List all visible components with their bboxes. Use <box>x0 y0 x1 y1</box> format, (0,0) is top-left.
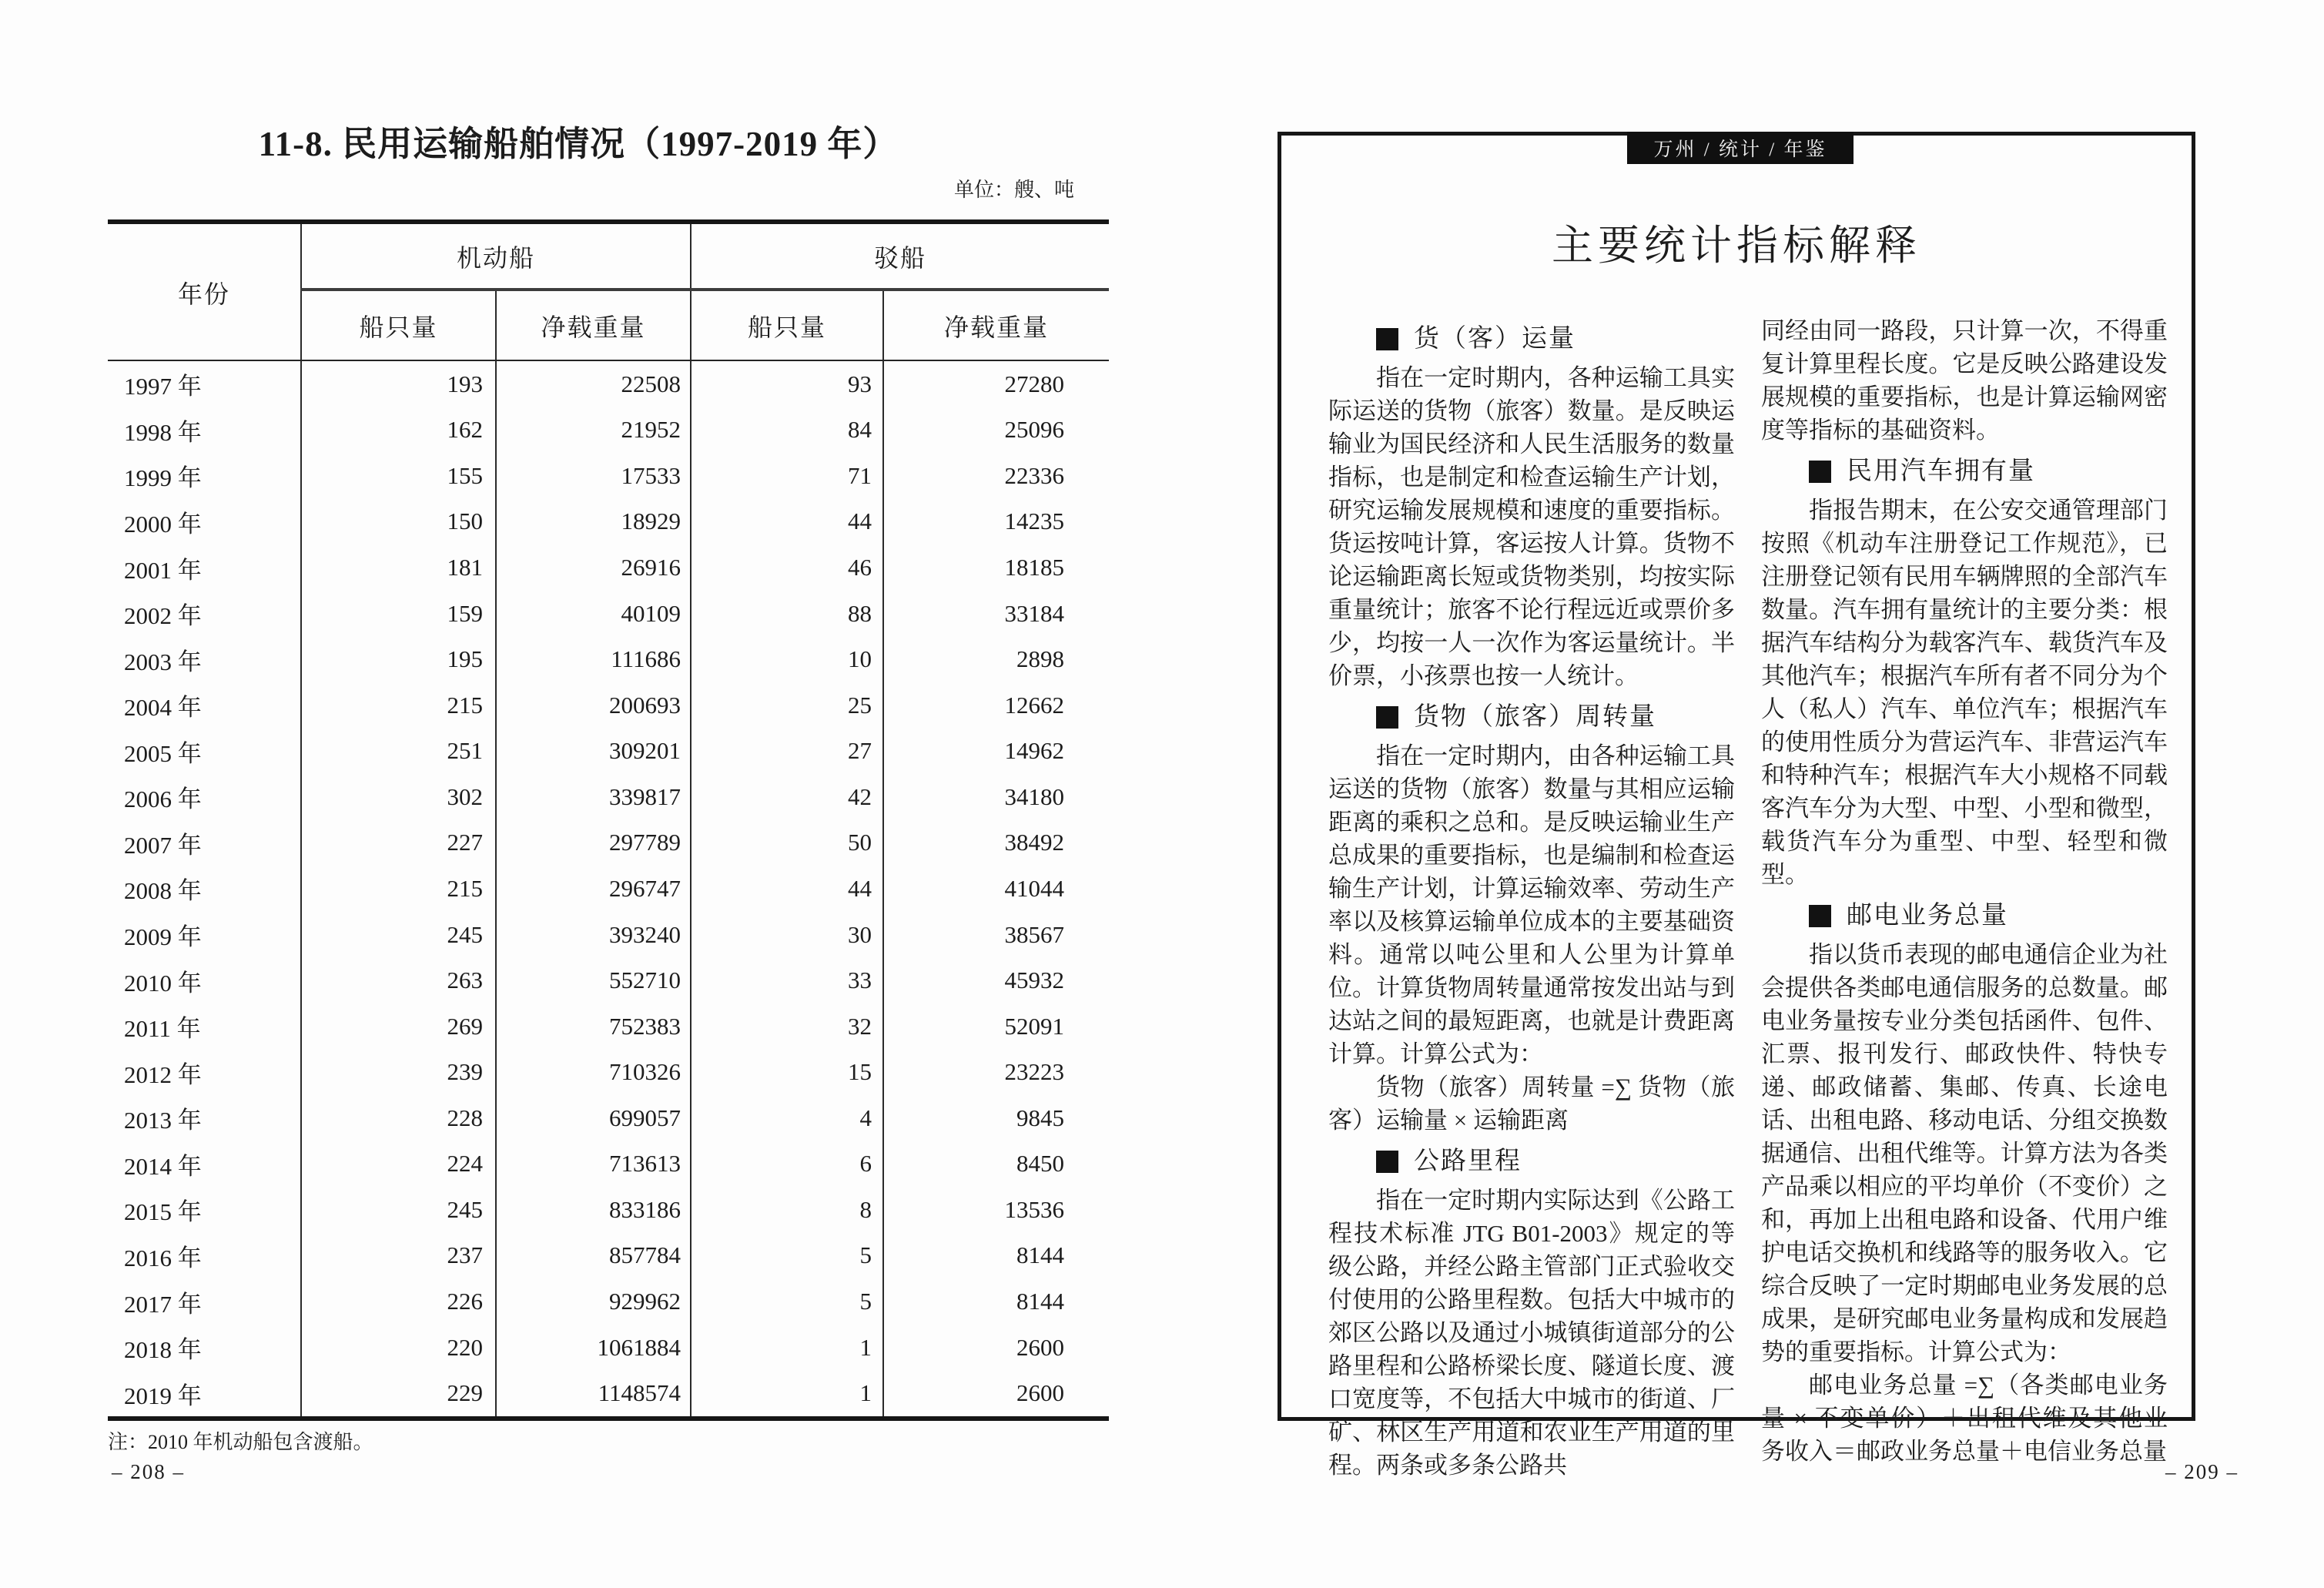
value-cell: 111686 <box>611 645 681 673</box>
value-cell: 4 <box>859 1104 872 1131</box>
value-cell: 40109 <box>621 599 681 627</box>
value-cell: 45932 <box>1004 967 1064 994</box>
value-cell: 33184 <box>1004 599 1064 627</box>
value-cell: 9845 <box>1016 1104 1064 1131</box>
black-square-bullet-icon <box>1809 461 1831 483</box>
year-cell: 2001 年 <box>124 556 202 584</box>
year-cell: 2008 年 <box>124 877 202 905</box>
value-cell: 752383 <box>609 1012 681 1040</box>
value-cell: 1 <box>859 1333 872 1361</box>
value-cell: 10 <box>848 645 872 673</box>
value-cell: 296747 <box>609 874 681 902</box>
value-cell: 71 <box>848 461 872 489</box>
section-heading-text: 民用汽车拥有量 <box>1847 457 2035 485</box>
page-number-right: – 209 – <box>2165 1460 2239 1483</box>
value-cell: 17533 <box>621 461 681 489</box>
section-heading <box>1376 701 1735 734</box>
year-cell: 2016 年 <box>124 1244 202 1271</box>
value-cell: 18929 <box>621 508 681 535</box>
year-cell: 1999 年 <box>124 464 202 492</box>
value-cell: 339817 <box>609 782 681 810</box>
value-cell: 50 <box>848 829 872 856</box>
value-cell: 2898 <box>1016 645 1064 673</box>
yearbook-header-tab: 万州 / 统计 / 年鉴 <box>1627 132 1854 164</box>
value-cell: 52091 <box>1004 1012 1064 1040</box>
table-row <box>108 820 1109 866</box>
value-cell: 84 <box>848 416 872 444</box>
value-cell: 18185 <box>1004 554 1064 581</box>
value-cell: 263 <box>447 967 483 994</box>
section-heading-text: 货（客）运量 <box>1414 325 1576 353</box>
section-heading <box>1376 1145 1735 1178</box>
value-cell: 162 <box>447 416 483 444</box>
value-cell: 239 <box>447 1058 483 1086</box>
section-heading-text: 邮电业务总量 <box>1847 902 2008 930</box>
value-cell: 193 <box>447 370 483 397</box>
value-cell: 8450 <box>1016 1150 1064 1178</box>
value-cell: 269 <box>447 1012 483 1040</box>
table-row <box>108 544 1109 591</box>
value-cell: 13536 <box>1004 1195 1064 1223</box>
column-header-net-deadweight: 净载重量 <box>943 313 1049 341</box>
text-column-left <box>1328 314 1735 1482</box>
value-cell: 251 <box>447 737 483 765</box>
value-cell: 552710 <box>609 967 681 994</box>
value-cell: 14235 <box>1004 508 1064 535</box>
value-cell: 14962 <box>1004 737 1064 765</box>
table-row <box>108 729 1109 775</box>
value-cell: 1148574 <box>598 1379 681 1407</box>
column-header-year: 年份 <box>177 280 230 308</box>
value-cell: 25 <box>848 691 872 719</box>
value-cell: 833186 <box>609 1195 681 1223</box>
value-cell: 6 <box>859 1150 872 1178</box>
section-heading-text: 公路里程 <box>1414 1147 1522 1175</box>
black-square-bullet-icon <box>1376 1151 1398 1173</box>
table-footnote: 注：2010 年机动船包含渡船。 <box>108 1431 373 1453</box>
year-cell: 2002 年 <box>124 602 202 630</box>
column-group-barges: 驳船 <box>873 243 926 272</box>
value-cell: 215 <box>447 691 483 719</box>
table-row <box>108 1049 1109 1095</box>
value-cell: 22336 <box>1004 461 1064 489</box>
year-cell: 2010 年 <box>124 969 202 997</box>
table-row <box>108 1370 1109 1416</box>
section-heading <box>1809 900 2168 933</box>
value-cell: 393240 <box>609 920 681 948</box>
column-group-motor-ships: 机动船 <box>456 243 535 272</box>
value-cell: 309201 <box>609 737 681 765</box>
year-cell: 2014 年 <box>124 1152 202 1180</box>
table-row <box>108 1095 1109 1141</box>
unit-label: 单位：艘、吨 <box>953 179 1074 201</box>
value-cell: 150 <box>447 508 483 535</box>
value-cell: 44 <box>848 874 872 902</box>
year-cell: 2019 年 <box>124 1382 202 1409</box>
table-rows <box>108 361 1109 1416</box>
table-row <box>108 1278 1109 1325</box>
value-cell: 38492 <box>1004 829 1064 856</box>
text-column-right <box>1761 314 2168 1468</box>
value-cell: 33 <box>848 967 872 994</box>
table-row <box>108 1187 1109 1233</box>
value-cell: 12662 <box>1004 691 1064 719</box>
value-cell: 21952 <box>621 416 681 444</box>
value-cell: 297789 <box>609 829 681 856</box>
table-title: 11-8. 民用运输船舶情况（1997-2019 年） <box>258 125 899 163</box>
value-cell: 34180 <box>1004 782 1064 810</box>
year-cell: 1998 年 <box>124 418 202 446</box>
year-cell: 2012 年 <box>124 1060 202 1088</box>
value-cell: 1 <box>859 1379 872 1407</box>
value-cell: 26916 <box>621 554 681 581</box>
year-cell: 2009 年 <box>124 923 202 951</box>
formula-text: 货物（旅客）周转量 =∑ 货物（旅客）运输量 × 运输距离 <box>1328 1074 1735 1134</box>
year-cell: 2011 年 <box>124 1015 201 1043</box>
value-cell: 215 <box>447 874 483 902</box>
value-cell: 42 <box>848 782 872 810</box>
value-cell: 44 <box>848 508 872 535</box>
value-cell: 25096 <box>1004 416 1064 444</box>
ships-table <box>108 219 1109 1421</box>
table-row <box>108 1003 1109 1050</box>
column-header-ship-count: 船只量 <box>359 313 438 341</box>
column-header-net-deadweight: 净载重量 <box>541 313 646 341</box>
value-cell: 32 <box>848 1012 872 1040</box>
value-cell: 15 <box>848 1058 872 1086</box>
value-cell: 30 <box>848 920 872 948</box>
value-cell: 8144 <box>1016 1288 1064 1315</box>
value-cell: 220 <box>447 1333 483 1361</box>
value-cell: 8144 <box>1016 1241 1064 1269</box>
column-header-ship-count: 船只量 <box>747 313 826 341</box>
table-row <box>108 499 1109 545</box>
value-cell: 710326 <box>609 1058 681 1086</box>
table-row <box>108 407 1109 454</box>
table-row <box>108 866 1109 912</box>
value-cell: 38567 <box>1004 920 1064 948</box>
paragraph-text: 指以货币表现的邮电通信企业为社会提供各类邮电通信服务的总数量。邮电业务量按专业分类包括函件、包件、汇票、报刊发行、邮政快件、特快专递、邮政储蓄、集邮、传真、长途电话、出租电路、移动电话、分组交换数据通信、出租代维等。计算方法为各类产品乘以相应的平均单价（不变价）之和，再加上出租电路和设备、代用户维护电话交换机和线路等的服务收入。它综合反映了一定时期邮电业务发展的总成果，是研究邮电业务量构成和发展趋势的重要指标。计算公式为： <box>1761 941 2168 1365</box>
year-cell: 2000 年 <box>124 510 202 538</box>
paragraph-text: 指在一定时期内，各种运输工具实际运送的货物（旅客）数量。是反映运输业为国民经济和人民生活服务的数量指标，也是制定和检查运输生产计划，研究运输发展规模和速度的重要指标。货运按吨计算，客运按人计算。货物不论运输距离长短或货物类别，均按实际重量统计；旅客不论行程远近或票价多少，均按一人一次作为客运量统计。半价票，小孩票也按一人统计。 <box>1328 364 1735 689</box>
value-cell: 1061884 <box>597 1333 681 1361</box>
value-cell: 5 <box>859 1288 872 1315</box>
value-cell: 5 <box>859 1241 872 1269</box>
value-cell: 2600 <box>1016 1333 1064 1361</box>
year-cell: 2007 年 <box>124 831 202 859</box>
value-cell: 237 <box>447 1241 483 1269</box>
year-cell: 2018 年 <box>124 1336 202 1364</box>
value-cell: 929962 <box>609 1288 681 1315</box>
year-cell: 2003 年 <box>124 648 202 675</box>
value-cell: 46 <box>848 554 872 581</box>
value-cell: 245 <box>447 920 483 948</box>
black-square-bullet-icon <box>1376 328 1398 350</box>
year-cell: 2017 年 <box>124 1290 202 1318</box>
table-row <box>108 1233 1109 1279</box>
table-row <box>108 453 1109 499</box>
year-cell: 2005 年 <box>124 739 202 767</box>
year-cell: 1997 年 <box>124 373 202 400</box>
section-title: 主要统计指标解释 <box>1552 223 1921 269</box>
value-cell: 226 <box>447 1288 483 1315</box>
table-row <box>108 1325 1109 1371</box>
value-cell: 229 <box>447 1379 483 1407</box>
value-cell: 200693 <box>609 691 681 719</box>
value-cell: 159 <box>447 599 483 627</box>
section-heading <box>1809 455 2168 488</box>
page-number-left: – 208 – <box>112 1460 185 1483</box>
paragraph-text: 指在一定时期内，由各种运输工具运送的货物（旅客）数量与其相应运输距离的乘积之总和。是反映运输业生产总成果的重要指标，也是编制和检查运输生产计划，计算运输效率、劳动生产率以及核算运输单位成本的主要基础资料。通常以吨公里和人公里为计算单位。计算货物周转量通常按发出站与到达站之间的最短距离，也就是计费距离计算。计算公式为： <box>1328 742 1735 1067</box>
value-cell: 224 <box>447 1150 483 1178</box>
section-heading-text: 货物（旅客）周转量 <box>1414 703 1656 731</box>
value-cell: 857784 <box>609 1241 681 1269</box>
value-cell: 27280 <box>1004 370 1064 397</box>
paragraph-text: 指在一定时期内实际达到《公路工程技术标准 JTG B01-2003》规定的等级公路，并经公路主管部门正式验收交付使用的公路里程数。包括大中城市的郊区公路以及通过小城镇街道部分的公路里程和公路桥梁长度、隧道长度、渡口宽度等，不包括大中城市的街道、厂矿、林区生产用道和农业生产用道的里程。两条或多条公路共 <box>1328 1187 1735 1479</box>
value-cell: 41044 <box>1004 874 1064 902</box>
value-cell: 195 <box>447 645 483 673</box>
year-cell: 2006 年 <box>124 786 202 813</box>
value-cell: 181 <box>447 554 483 581</box>
value-cell: 245 <box>447 1195 483 1223</box>
value-cell: 8 <box>859 1195 872 1223</box>
value-cell: 93 <box>848 370 872 397</box>
value-cell: 88 <box>848 599 872 627</box>
section-heading <box>1376 323 1735 356</box>
table-row <box>108 636 1109 682</box>
value-cell: 228 <box>447 1104 483 1131</box>
value-cell: 713613 <box>609 1150 681 1178</box>
black-square-bullet-icon <box>1376 706 1398 729</box>
value-cell: 302 <box>447 782 483 810</box>
year-cell: 2015 年 <box>124 1198 202 1226</box>
black-square-bullet-icon <box>1809 905 1831 927</box>
table-row <box>108 682 1109 729</box>
formula-text: 邮电业务总量 =∑（各类邮电业务量 × 不变单价）＋出租代维及其他业务收入＝邮政业务总量＋电信业务总量 <box>1761 1372 2168 1465</box>
year-cell: 2004 年 <box>124 694 202 722</box>
table-row <box>108 912 1109 958</box>
table-row <box>108 361 1109 407</box>
paragraph-text: 同经由同一路段，只计算一次，不得重复计算里程长度。它是反映公路建设发展规模的重要指标，也是计算运输网密度等指标的基础资料。 <box>1761 317 2168 444</box>
value-cell: 227 <box>447 829 483 856</box>
table-row <box>108 1141 1109 1188</box>
table-row <box>108 591 1109 637</box>
value-cell: 699057 <box>609 1104 681 1131</box>
value-cell: 155 <box>447 461 483 489</box>
value-cell: 27 <box>848 737 872 765</box>
table-row <box>108 774 1109 820</box>
value-cell: 2600 <box>1016 1379 1064 1407</box>
value-cell: 22508 <box>621 370 681 397</box>
value-cell: 23223 <box>1004 1058 1064 1086</box>
paragraph-text: 指报告期末，在公安交通管理部门按照《机动车注册登记工作规范》，已注册登记领有民用车辆牌照的全部汽车数量。汽车拥有量统计的主要分类：根据汽车结构分为载客汽车、载货汽车及其他汽车；根据汽车所有者不同分为个人（私人）汽车、单位汽车；根据汽车的使用性质分为营运汽车、非营运汽车和特种汽车；根据汽车大小规格不同载客汽车分为大型、中型、小型和微型，载货汽车分为重型、中型、轻型和微型。 <box>1761 497 2168 888</box>
year-cell: 2013 年 <box>124 1107 202 1134</box>
table-row <box>108 957 1109 1003</box>
